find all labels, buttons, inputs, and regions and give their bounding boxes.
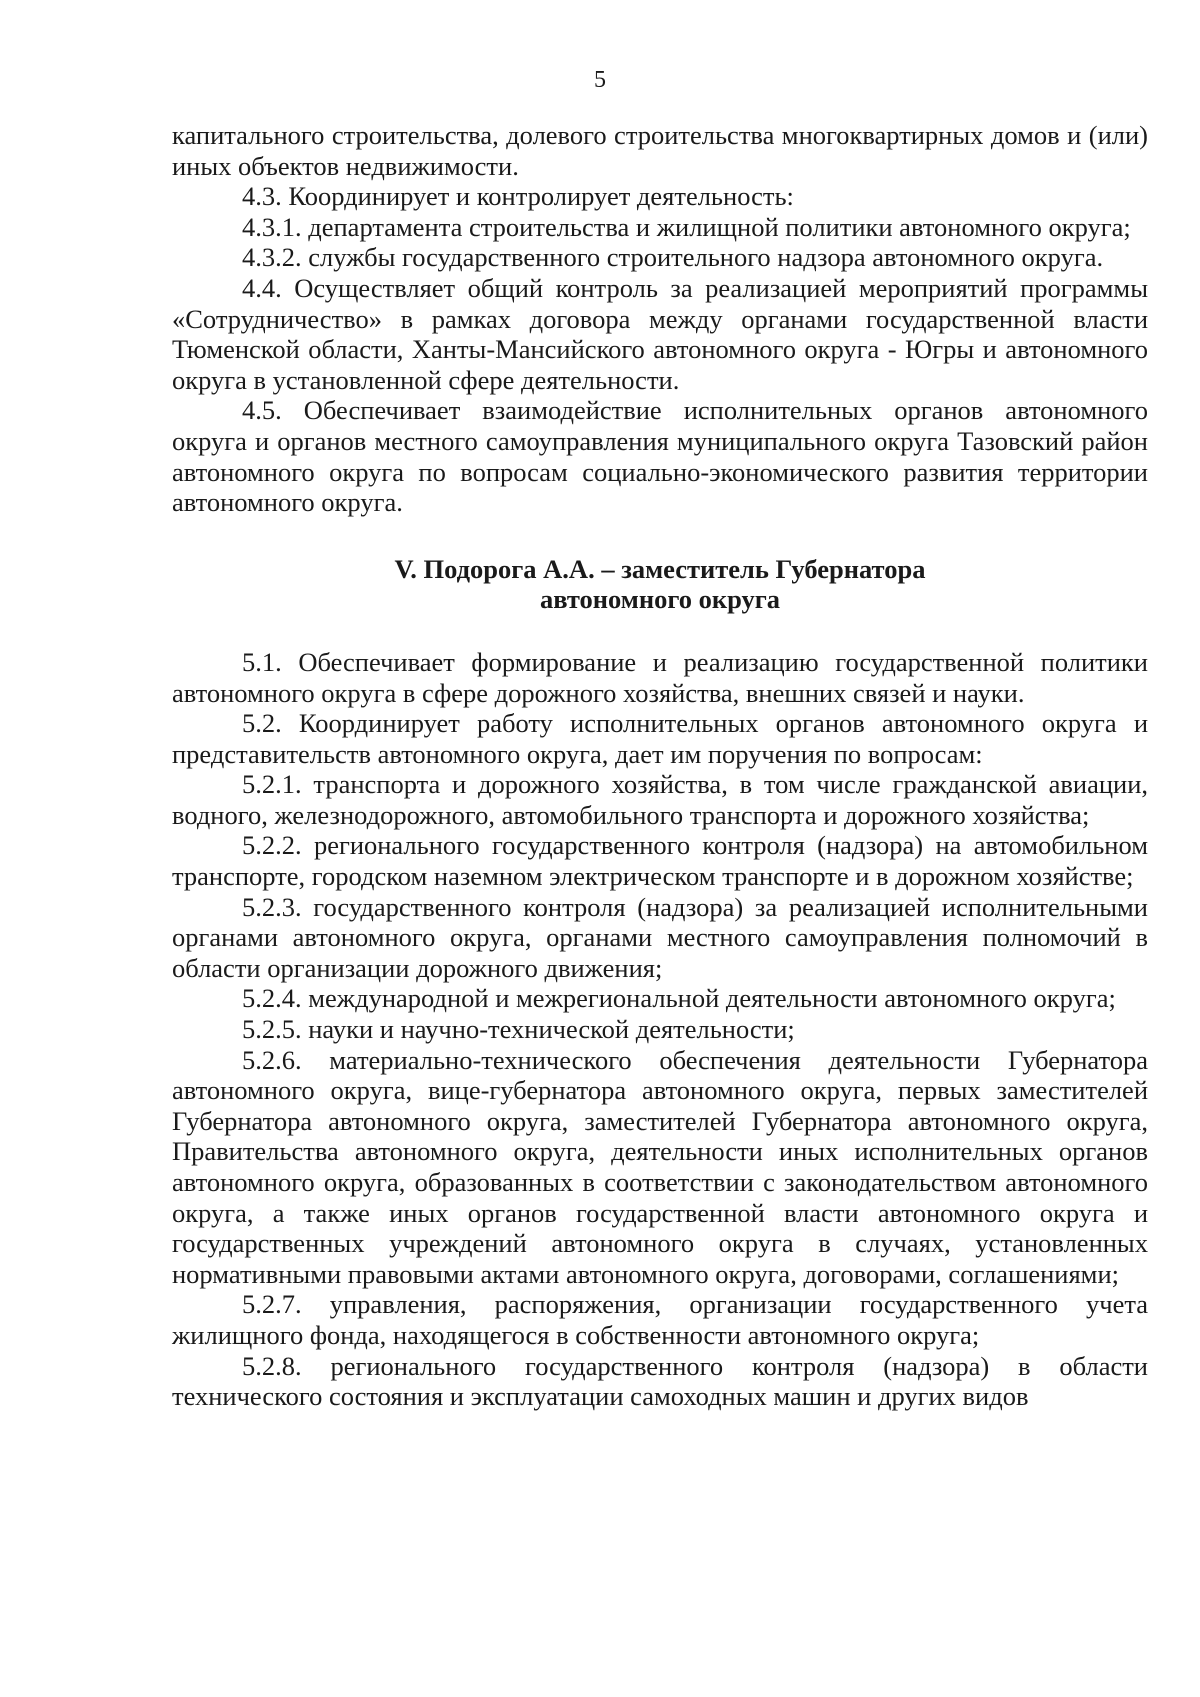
paragraph: 5.2.5. науки и научно-технической деятельности; — [242, 1014, 795, 1045]
section-5-body — [172, 647, 1148, 1412]
paragraph: 5.2.3. государственного контроля (надзора) за реализацией исполнительными органами автономного округа, органами местного самоуправления полномочий в области организации дорожного движения; — [172, 891, 1148, 983]
paragraph: 4.3.2. службы государственного строительного надзора автономного округа. — [242, 242, 1104, 273]
paragraph: 5.2.4. международной и межрегиональной деятельности автономного округа; — [242, 983, 1116, 1014]
paragraph: 5.2.6. материально-технического обеспечения деятельности Губернатора автономного округа, вице-губернатора автономного округа, первых заместителей Губернатора автономного округа, заместителей Губернатора автономного округа, Правительства автономного округа, деятельности иных исполнительных органов автономного округа, образованных в соответствии с законодательством автономного округа, а также иных органов государственной власти автономного округа и государственных учреждений автономного округа в случаях, установленных нормативными правовыми актами автономного округа, договорами, соглашениями; — [172, 1044, 1148, 1289]
paragraph: 4.3. Координирует и контролирует деятельность: — [242, 181, 794, 212]
page-number: 5 — [594, 67, 606, 93]
section-4-continuation — [172, 120, 1148, 518]
section-5-heading-line-2: автономного округа — [539, 584, 781, 615]
paragraph: 5.2.8. регионального государственного контроля (надзора) в области технического состояния и эксплуатации самоходных машин и других видов — [172, 1350, 1148, 1412]
document-body — [172, 120, 1148, 1412]
paragraph: 5.2.7. управления, распоряжения, организации государственного учета жилищного фонда, находящегося в собственности автономного округа; — [172, 1289, 1148, 1350]
paragraph: 5.2. Координирует работу исполнительных органов автономного округа и представительств автономного округа, дает им поручения по вопросам: — [172, 708, 1148, 769]
paragraph: 4.5. Обеспечивает взаимодействие исполнительных органов автономного округа и органов местного самоуправления муниципального округа Тазовский район автономного округа по вопросам социально-экономического развития территории автономного округа. — [172, 395, 1148, 518]
section-5-heading-line-1: V. Подорога А.А. – заместитель Губернатора — [394, 553, 926, 584]
paragraph: 5.2.2. регионального государственного контроля (надзора) на автомобильном транспорте, городском наземном электрическом транспорте и в дорожном хозяйстве; — [172, 830, 1148, 892]
paragraph: 5.2.1. транспорта и дорожного хозяйства, в том числе гражданской авиации, водного, железнодорожного, автомобильного транспорта и дорожного хозяйства; — [172, 769, 1148, 830]
section-5-heading — [172, 554, 1148, 615]
paragraph: 5.1. Обеспечивает формирование и реализацию государственной политики автономного округа в сфере дорожного хозяйства, внешних связей и науки. — [172, 646, 1148, 708]
paragraph: капитального строительства, долевого строительства многоквартирных домов и (или) иных объектов недвижимости. — [172, 120, 1148, 181]
paragraph: 4.3.1. департамента строительства и жилищной политики автономного округа; — [242, 211, 1131, 242]
paragraph: 4.4. Осуществляет общий контроль за реализацией мероприятий программы «Сотрудничество» в рамках договора между органами государственной власти Тюменской области, Ханты-Мансийского автономного округа - Югры и автономного округа в установленной сфере деятельности. — [172, 272, 1148, 395]
